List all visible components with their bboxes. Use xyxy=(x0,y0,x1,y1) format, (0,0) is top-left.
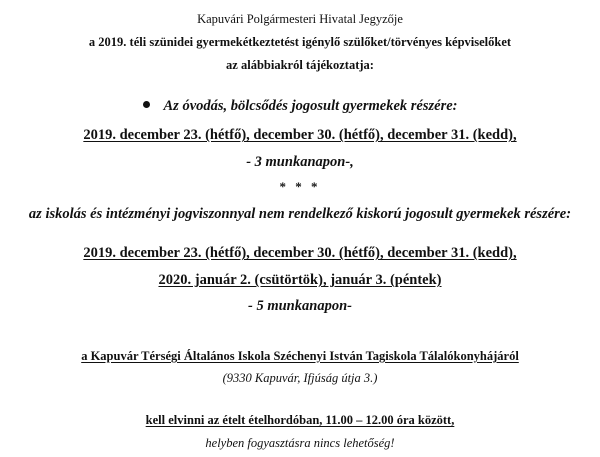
section2-workdays: - 5 munkanapon- xyxy=(248,298,352,314)
intro-line-2: az alábbiakról tájékoztatja: xyxy=(226,58,374,72)
separator: * * * xyxy=(279,179,321,194)
section2-heading: az iskolás és intézményi jogviszonnyal nem rendelkező kiskorú jogosult gyermekek részére: xyxy=(28,206,572,222)
section1-heading: Az óvodás, bölcsődés jogosult gyermekek részére: xyxy=(163,98,458,114)
consumption-note: helyben fogyasztásra nincs lehetőség! xyxy=(205,436,395,450)
intro-line: a 2019. téli szünidei gyermekétkeztetést igénylő szülőket/törvényes képviselőket xyxy=(88,35,512,49)
section2-dates-1: 2019. december 23. (hétfő), december 30. (hétfő), december 31. (kedd), xyxy=(83,245,517,261)
section1-workdays: - 3 munkanapon-, xyxy=(246,154,354,170)
section2-dates-2: 2020. január 2. (csütörtök), január 3. (péntek) xyxy=(158,272,442,288)
bullet-icon xyxy=(143,101,150,108)
pickup-line: kell elvinni az ételt ételhordóban, 11.00 – 12.00 óra között, xyxy=(145,413,455,427)
location-place: a Kapuvár Térségi Általános Iskola Széchenyi István Tagiskola Tálalókonyhájáról xyxy=(81,349,519,363)
issuer-line: Kapuvári Polgármesteri Hivatal Jegyzője xyxy=(197,12,403,26)
section1-dates: 2019. december 23. (hétfő), december 30. (hétfő), december 31. (kedd), xyxy=(83,127,517,143)
section1-heading-row xyxy=(0,99,600,114)
location-address: (9330 Kapuvár, Ifjúság útja 3.) xyxy=(222,371,378,385)
